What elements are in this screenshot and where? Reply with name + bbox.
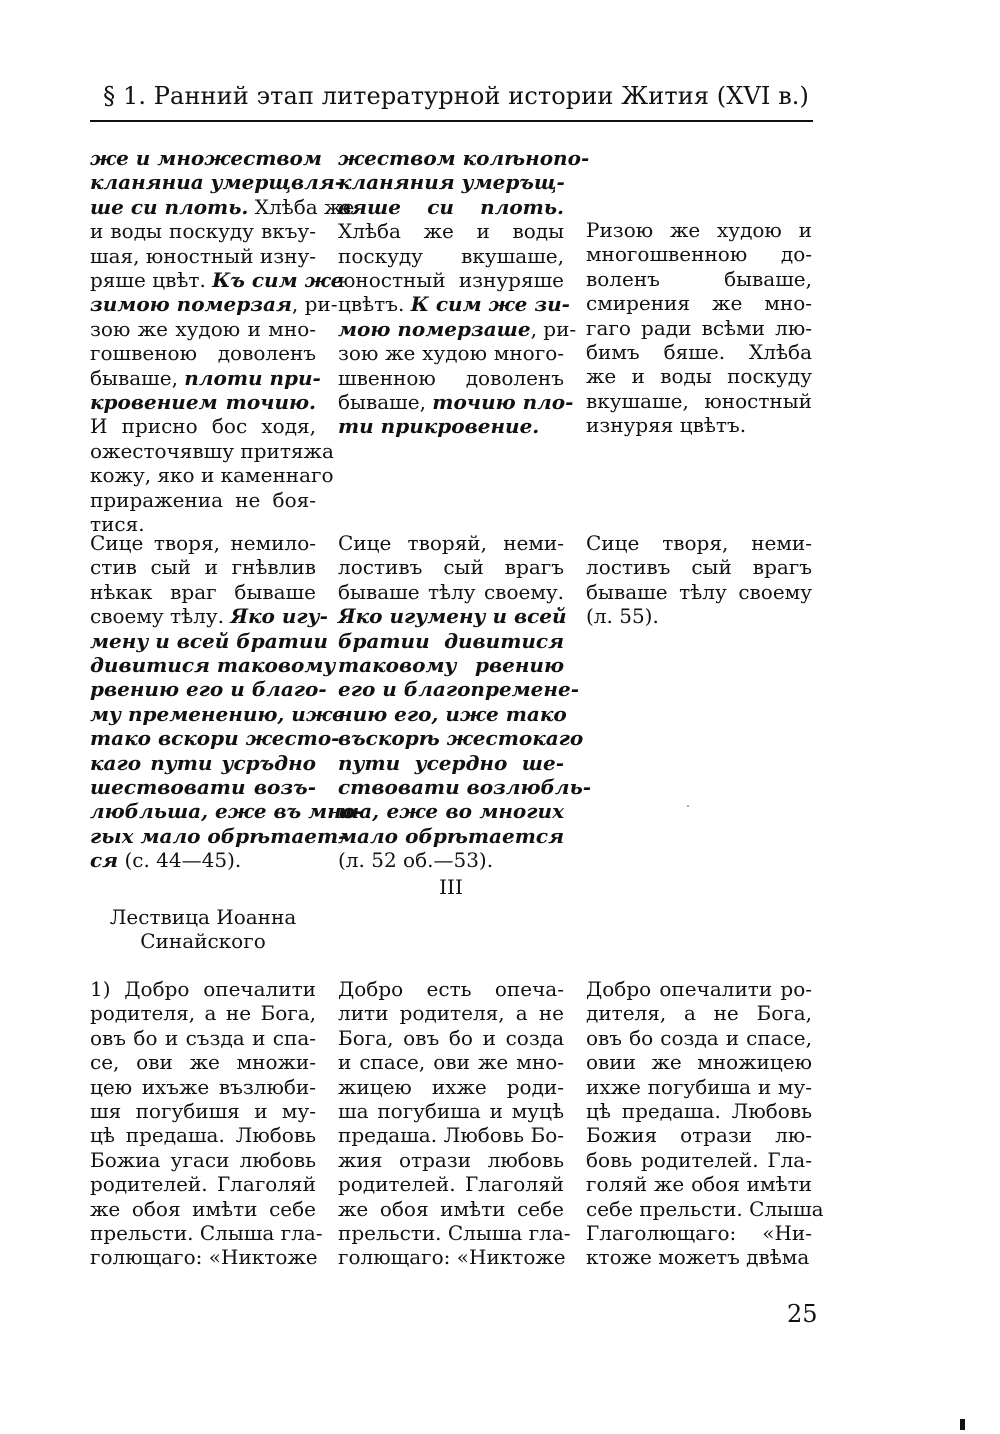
emphasis-text: тако вскори жесто- <box>90 726 340 751</box>
plain-text: и спасе, ови же мно- <box>338 1050 564 1075</box>
text-line <box>338 268 564 292</box>
emphasis-text: каго пути усръдно <box>90 750 316 775</box>
text-line <box>586 242 812 266</box>
plain-text: воленъ бываше, <box>586 266 812 291</box>
plain-text: ряше цвѣт. <box>90 268 213 293</box>
emphasis-text: кровением точию. <box>90 390 316 415</box>
text-line <box>586 389 812 413</box>
plain-text: нѣкак враг бываше <box>90 579 316 604</box>
emphasis-text: Яко игумену и всей <box>338 604 567 629</box>
plain-text: прельсти. Слыша гла- <box>338 1221 571 1246</box>
plain-text: шая, юностный изну- <box>90 243 316 268</box>
text-line <box>586 1245 812 1269</box>
text-line <box>586 1099 812 1123</box>
text-line <box>90 1221 323 1246</box>
plain-text: гаго ради всѣми лю- <box>586 315 812 340</box>
text-line <box>338 555 564 579</box>
text-line <box>90 414 316 438</box>
plain-text: , ри- <box>291 292 338 317</box>
text-line <box>338 1099 564 1123</box>
block3-col3 <box>586 977 824 1270</box>
text-line <box>338 701 567 726</box>
emphasis-text: К сим же зи- <box>410 292 570 317</box>
plain-text: зою же худою и мно- <box>90 316 316 341</box>
text-line <box>586 977 812 1001</box>
plain-text: же и воды поскуду <box>586 364 812 389</box>
page-number: 25 <box>787 1300 818 1328</box>
emphasis-text: дивитися таковому <box>90 653 336 678</box>
plain-text: гошвеною доволенъ <box>90 341 316 366</box>
plain-text: бываше, <box>338 390 433 415</box>
plain-text: дителя, а не Бога, <box>586 1001 812 1026</box>
text-line <box>338 244 564 268</box>
plain-text: Глаголющаго: «Ни- <box>586 1221 812 1246</box>
plain-text: бимъ бяше. Хлѣба <box>586 340 812 365</box>
plain-text: голющаго: «Никтоже <box>90 1245 318 1270</box>
text-line <box>586 364 812 388</box>
text-line <box>338 1050 564 1074</box>
plain-text: стив сый и гнѣвлив <box>90 555 316 580</box>
text-line <box>586 1050 812 1074</box>
text-line <box>586 1075 812 1099</box>
text-line <box>338 341 564 365</box>
plain-text: Хлѣба же <box>248 194 355 219</box>
text-line <box>586 531 812 555</box>
plain-text: юностный изнуряше <box>338 268 564 293</box>
text-line <box>586 413 812 437</box>
text-line <box>90 1001 316 1025</box>
text-line <box>338 629 564 653</box>
text-line <box>90 628 328 653</box>
emphasis-text: жеством колѣнопо- <box>338 146 590 170</box>
emphasis-text: ся <box>90 848 119 873</box>
emphasis-text: Къ сим же <box>212 268 344 293</box>
plain-text: кожу, яко и каменнаго <box>90 463 334 488</box>
text-line <box>586 1172 812 1196</box>
plain-text: ктоже можетъ двѣма <box>586 1245 810 1270</box>
emphasis-text: Яко игу- <box>230 604 328 629</box>
text-line <box>90 1245 316 1269</box>
text-line <box>586 291 812 315</box>
text-line <box>90 194 355 219</box>
plain-text: лити родителя, а не <box>338 1001 564 1026</box>
text-line <box>338 531 564 555</box>
text-line <box>90 488 316 512</box>
text-line <box>338 219 564 243</box>
plain-text: , ри- <box>530 316 577 341</box>
emphasis-text: ша, еже во многих <box>338 799 564 824</box>
text-line <box>90 463 334 488</box>
block3-col1 <box>90 977 323 1270</box>
text-line <box>90 1172 316 1196</box>
emphasis-text: ствовати возлюбль- <box>338 775 592 800</box>
plain-text: Ризою же худою и <box>586 218 812 242</box>
text-line <box>90 170 344 195</box>
text-line <box>338 170 564 194</box>
text-line <box>586 316 812 340</box>
emphasis-text: ше си плоть. <box>90 194 249 219</box>
text-line <box>586 604 812 628</box>
text-line <box>586 1221 812 1245</box>
plain-text: и воды поскуду вкъу- <box>90 219 316 244</box>
plain-text: цѣ предаша. Любовь <box>90 1123 316 1148</box>
plain-text: прельсти. Слыша гла- <box>90 1221 323 1246</box>
plain-text: (с. 44—45). <box>118 848 242 873</box>
scan-mark <box>960 1419 965 1430</box>
plain-text: голющаго: «Никтоже <box>338 1245 566 1270</box>
emphasis-text: му пременению, иже <box>90 701 345 726</box>
text-line <box>338 390 574 415</box>
text-line <box>586 340 812 364</box>
plain-text: (л. 52 об.—53). <box>338 848 494 873</box>
plain-text: своему тѣлу. <box>90 604 231 629</box>
plain-text: швенною доволенъ <box>338 365 564 390</box>
block2-col2 <box>338 531 592 873</box>
plain-text: тися. <box>90 512 145 537</box>
text-line <box>90 1099 316 1123</box>
plain-text: лостивъ сый врагъ <box>586 555 812 580</box>
text-line <box>586 1001 812 1025</box>
text-line <box>90 977 316 1001</box>
plain-text: овии же множицею <box>586 1050 812 1075</box>
text-line <box>90 726 340 751</box>
plain-text: (л. 55). <box>586 604 659 629</box>
plain-text: се, ови же множи- <box>90 1050 316 1075</box>
text-line <box>338 1001 564 1025</box>
text-line <box>90 244 316 268</box>
text-line <box>586 1123 812 1147</box>
text-line <box>586 580 812 604</box>
emphasis-text: братии дивитися <box>338 628 564 653</box>
plain-text: же обоя имѣти себе <box>338 1196 564 1221</box>
section-numeral: III <box>439 875 463 899</box>
emphasis-text: плоти при- <box>184 365 321 390</box>
text-line <box>586 555 812 579</box>
text-line <box>90 1123 316 1147</box>
text-line <box>338 604 567 629</box>
plain-text: поскуду вкушаше, <box>338 243 564 268</box>
text-line <box>90 604 328 629</box>
emphasis-text: мою померзаше <box>338 316 531 341</box>
text-line <box>90 1148 316 1172</box>
text-line <box>338 1075 564 1099</box>
plain-text: Божиа угаси любовь <box>90 1147 316 1172</box>
text-line <box>338 1221 571 1246</box>
plain-text: ша погубиша и муцѣ <box>338 1099 564 1124</box>
text-line <box>90 799 364 824</box>
text-line <box>338 977 564 1001</box>
plain-text: жия отрази любовь <box>338 1147 564 1172</box>
text-line <box>90 701 345 726</box>
emphasis-text: пути усердно ше- <box>338 750 564 775</box>
plain-text: предаша. Любовь Бо- <box>338 1123 564 1148</box>
text-line <box>338 414 564 438</box>
emphasis-text: нию его, иже тако <box>338 701 567 726</box>
source-title-line2: Синайского <box>140 929 266 954</box>
emphasis-text: мало обрѣтается <box>338 823 564 848</box>
emphasis-text: шествовати возъ- <box>90 775 316 800</box>
plain-text: Хлѣба же и воды <box>338 219 564 244</box>
plain-text: бываше тѣлу своему. <box>338 579 564 604</box>
text-line <box>338 751 564 775</box>
plain-text: 1) Добро опечалити <box>90 977 316 1001</box>
text-line <box>338 677 580 702</box>
block1-col3 <box>586 218 812 438</box>
plain-text: зою же худою много- <box>338 341 564 366</box>
text-line <box>90 775 316 799</box>
block1-col1 <box>90 146 355 537</box>
text-line <box>90 1197 316 1221</box>
text-line <box>90 1050 316 1074</box>
text-line <box>338 1148 564 1172</box>
text-line <box>338 848 564 872</box>
plain-text: Божия отрази лю- <box>586 1123 812 1148</box>
emphasis-text: рвению его и благо- <box>90 677 327 702</box>
text-line <box>90 390 316 414</box>
emphasis-text: его и благопремене- <box>338 677 580 702</box>
text-line <box>90 653 336 678</box>
plain-text: родителя, а не Бога, <box>90 1001 316 1026</box>
text-line <box>90 531 316 555</box>
text-line <box>586 1148 812 1172</box>
emphasis-text: мену и всей братии <box>90 628 328 653</box>
text-line <box>90 1026 316 1050</box>
emphasis-text: кланяния умеръщ- <box>338 170 565 195</box>
plain-text: ихже погубиша и му- <box>586 1074 812 1099</box>
plain-text: Сице творя, неми- <box>586 531 812 555</box>
plain-text: приражениа не боя- <box>90 487 316 512</box>
text-line <box>338 316 577 341</box>
text-line <box>338 580 564 604</box>
text-line <box>90 823 347 848</box>
emphasis-text: въскорѣ жестокаго <box>338 726 584 751</box>
text-line <box>586 218 812 242</box>
text-line <box>90 219 316 243</box>
plain-text: шя погубишя и му- <box>90 1099 316 1124</box>
plain-text: И присно бос ходя, <box>90 414 316 439</box>
emphasis-text: же и множеством <box>90 146 322 170</box>
emphasis-text: точию пло- <box>432 390 574 415</box>
text-line <box>90 1075 316 1099</box>
text-line <box>338 195 564 219</box>
text-line <box>338 653 564 677</box>
plain-text: многошвенною до- <box>586 242 812 267</box>
text-line <box>90 317 316 341</box>
plain-text: цвѣтъ. <box>338 292 411 317</box>
plain-text: овъ бо созда и спасе, <box>586 1025 812 1050</box>
text-line <box>338 292 570 317</box>
block1-col2 <box>338 146 590 439</box>
text-line <box>90 146 322 170</box>
source-title <box>90 905 316 954</box>
plain-text: цѣ предаша. Любовь <box>586 1099 812 1124</box>
text-line <box>90 555 316 579</box>
text-line <box>338 726 584 751</box>
text-line <box>90 438 334 463</box>
emphasis-text: зимою померзая <box>90 292 292 317</box>
text-line <box>338 1245 564 1269</box>
plain-text: смирения же мно- <box>586 291 812 316</box>
text-line <box>586 1026 812 1050</box>
emphasis-text: кланяниа умерщвля- <box>90 170 344 195</box>
text-line <box>90 751 316 775</box>
text-line <box>338 799 564 823</box>
plain-text: вкушаше, юностный <box>586 388 812 413</box>
plain-text: ожесточявшу притяжа <box>90 438 334 463</box>
text-line <box>90 580 316 604</box>
source-title-line1: Лествица Иоанна <box>109 905 297 929</box>
text-line <box>90 848 316 872</box>
plain-text: жицею ихже роди- <box>338 1074 564 1099</box>
text-line <box>90 677 327 702</box>
plain-text: Добро опечалити ро- <box>586 977 812 1001</box>
plain-text: Добро есть опеча- <box>338 977 564 1001</box>
text-line <box>338 1123 564 1147</box>
plain-text: бываше, <box>90 365 185 390</box>
text-line <box>338 1197 564 1221</box>
emphasis-text: таковому рвению <box>338 653 564 678</box>
plain-text: себе прельсти. Слыша <box>586 1196 824 1221</box>
block3-col2 <box>338 977 571 1270</box>
running-title: § 1. Ранний этап литературной истории Жития (XVI в.) <box>103 82 809 110</box>
text-line <box>338 775 592 800</box>
plain-text: Сице творя, немило- <box>90 531 316 555</box>
text-line <box>338 1026 564 1050</box>
running-header <box>90 78 813 122</box>
block2-col3 <box>586 531 812 629</box>
emphasis-text: гых мало обрѣтает- <box>90 823 347 848</box>
text-line <box>586 1196 824 1221</box>
text-line <box>90 341 316 365</box>
emphasis-text: любльша, еже въ мно- <box>90 799 364 824</box>
emphasis-text: вяше си плоть. <box>338 194 564 219</box>
plain-text: Бога, овъ бо и созда <box>338 1025 564 1050</box>
plain-text: цею ихъже възлюби- <box>90 1074 316 1099</box>
text-line <box>338 824 564 848</box>
text-line <box>90 365 321 390</box>
plain-text: родителей. Глаголяй <box>90 1172 316 1197</box>
text-line <box>338 146 590 170</box>
plain-text: Сице творяй, неми- <box>338 531 564 555</box>
block2-col1 <box>90 531 364 873</box>
plain-text: овъ бо и създа и спа- <box>90 1025 316 1050</box>
emphasis-text: ти прикровение. <box>338 414 540 439</box>
plain-text: лостивъ сый врагъ <box>338 555 564 580</box>
plain-text: изнуряя цвѣтъ. <box>586 413 747 438</box>
scan-speck <box>687 805 689 807</box>
text-line <box>338 366 564 390</box>
plain-text: же обоя имѣти себе <box>90 1196 316 1221</box>
plain-text: голяй же обоя имѣти <box>586 1172 812 1197</box>
text-line <box>90 292 338 317</box>
plain-text: бываше тѣлу своему <box>586 579 812 604</box>
text-line <box>586 267 812 291</box>
plain-text: родителей. Глаголяй <box>338 1172 564 1197</box>
text-line <box>338 1172 564 1196</box>
plain-text: бовь родителей. Гла- <box>586 1147 812 1172</box>
text-line <box>90 268 344 293</box>
